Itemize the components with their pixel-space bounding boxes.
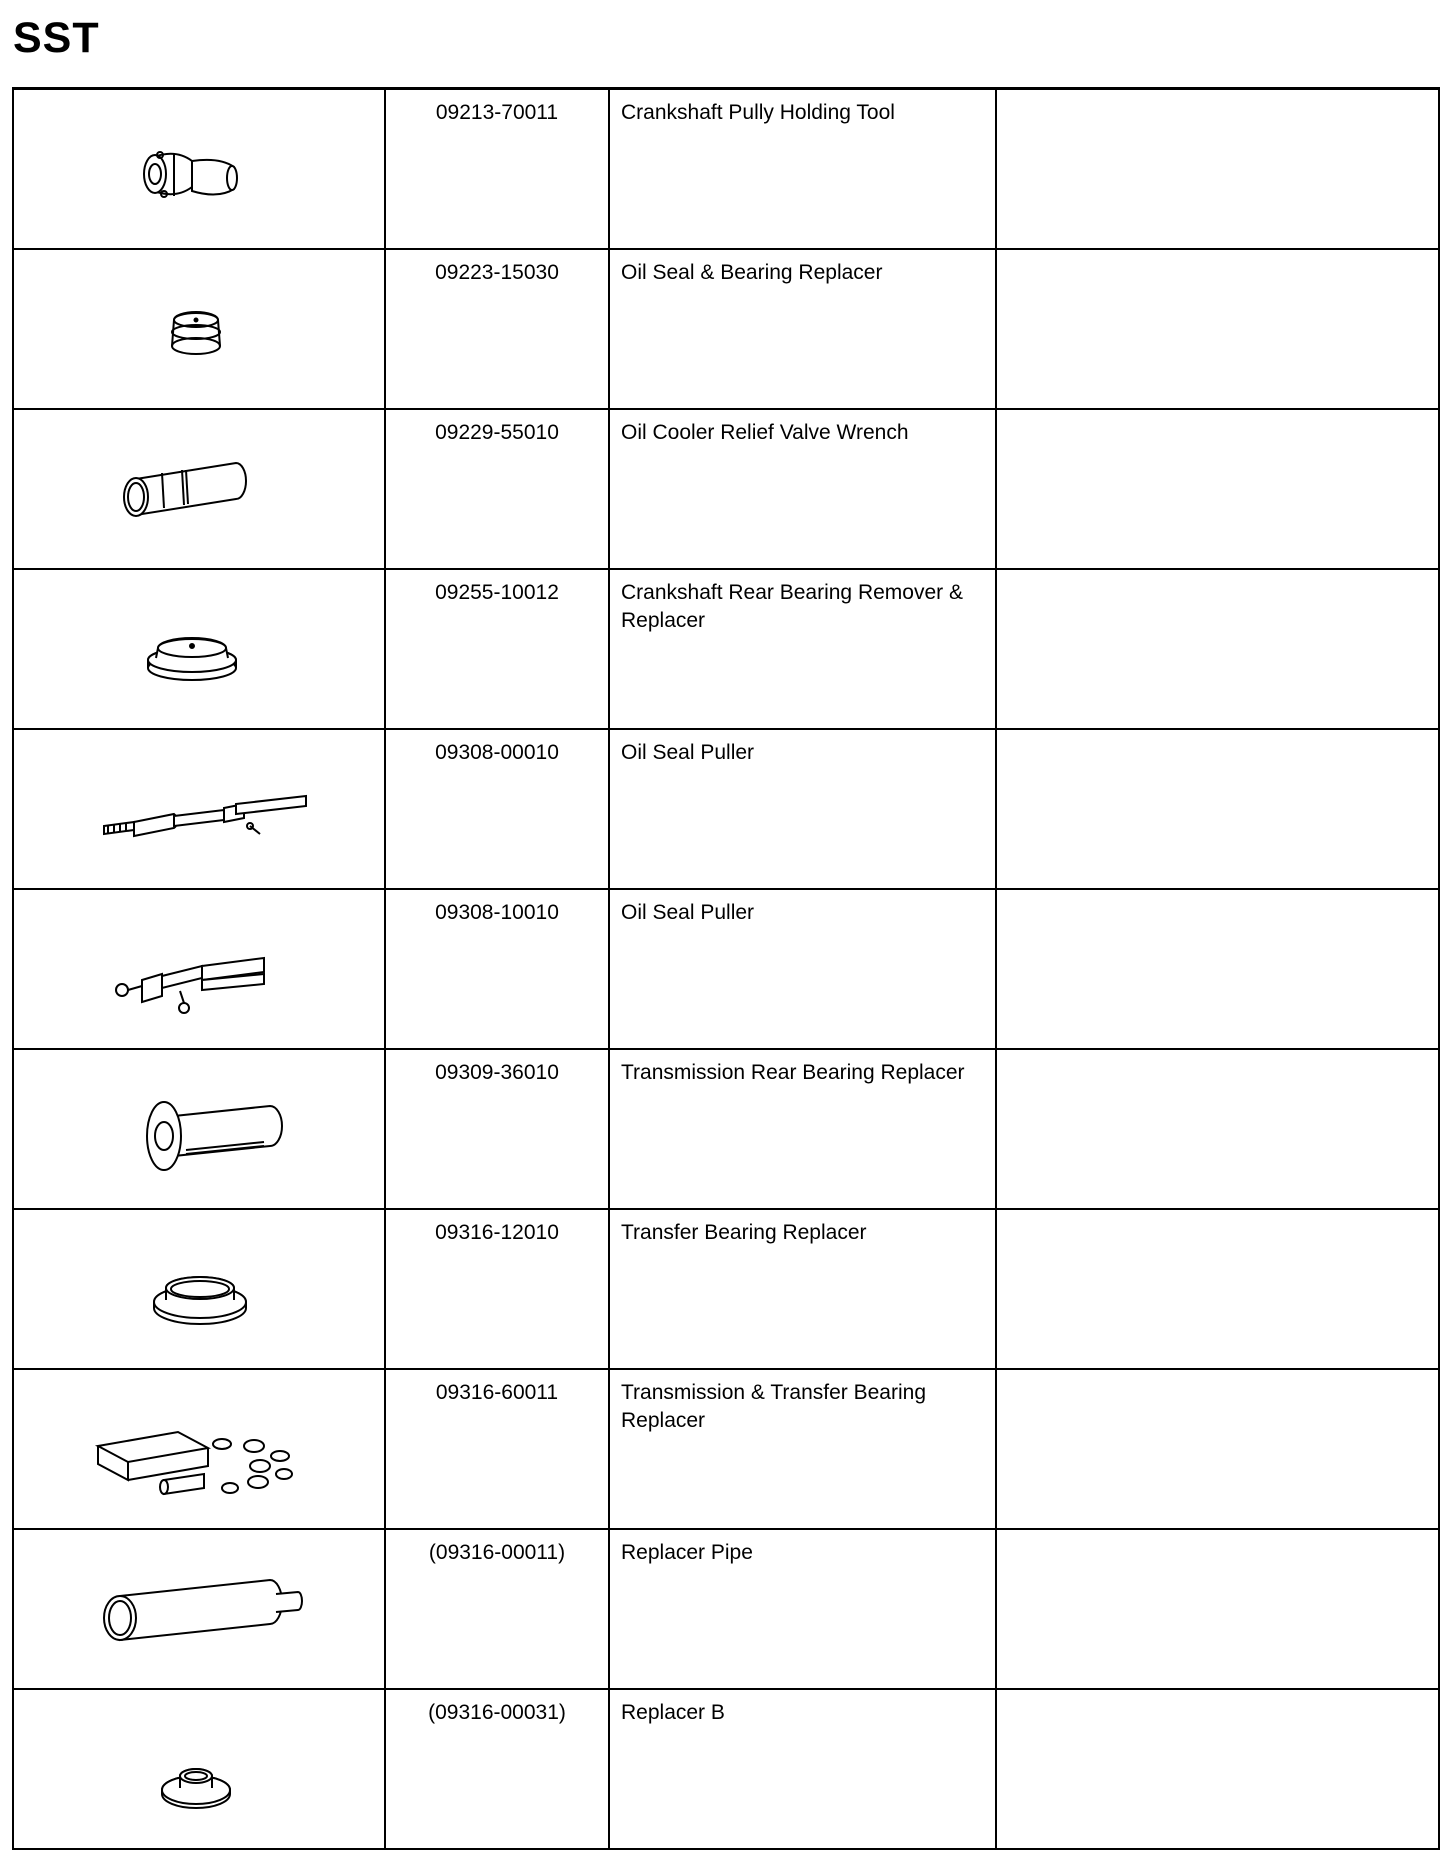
tool-image-cell (13, 569, 385, 729)
blank-cell (996, 889, 1439, 1049)
blank-cell (996, 89, 1439, 250)
table-row (13, 889, 1439, 1049)
tool-name-cell (609, 1049, 996, 1209)
table-row (13, 569, 1439, 729)
blank-cell (996, 1049, 1439, 1209)
part-number-cell (385, 1529, 609, 1689)
blank-cell (996, 1529, 1439, 1689)
blank-cell (996, 569, 1439, 729)
tool-name-cell (609, 1529, 996, 1689)
blank-cell (996, 1369, 1439, 1529)
ring-replacer-icon (14, 1210, 384, 1368)
pulley-holder-icon (14, 90, 384, 248)
tool-image-cell (13, 89, 385, 250)
table-row (13, 1049, 1439, 1209)
tool-name-cell (609, 1209, 996, 1369)
blank-cell (996, 249, 1439, 409)
sst-table (12, 87, 1440, 1850)
part-number: 09229-55010 (435, 421, 559, 444)
part-number: 09316-12010 (435, 1221, 559, 1244)
part-number: 09308-00010 (435, 741, 559, 764)
replacer-b-icon (14, 1690, 384, 1848)
part-number-cell (385, 249, 609, 409)
tool-image-cell (13, 1369, 385, 1529)
part-number: 09223-15030 (435, 261, 559, 284)
tool-image-cell (13, 729, 385, 889)
tool-image-cell (13, 1209, 385, 1369)
tool-name: Crankshaft Rear Bearing Remover & Replacer (621, 581, 963, 632)
table-row (13, 89, 1439, 250)
tool-name: Transmission Rear Bearing Replacer (621, 1061, 965, 1084)
part-number-cell (385, 1049, 609, 1209)
tool-name: Oil Seal Puller (621, 901, 755, 924)
slide-hammer-puller-icon (14, 730, 384, 888)
tool-name: Oil Seal & Bearing Replacer (621, 261, 883, 284)
tool-name-cell (609, 1689, 996, 1849)
tool-image-cell (13, 889, 385, 1049)
tool-name-cell (609, 889, 996, 1049)
part-number-cell (385, 1369, 609, 1529)
socket-wrench-icon (14, 410, 384, 568)
part-number: 09316-60011 (435, 1381, 559, 1404)
tool-name: Oil Cooler Relief Valve Wrench (621, 421, 909, 444)
tool-name: Replacer B (621, 1701, 725, 1724)
part-number: (09316-00031) (428, 1701, 566, 1724)
tool-image-cell (13, 249, 385, 409)
tool-name-cell (609, 409, 996, 569)
tool-name: Transfer Bearing Replacer (621, 1221, 867, 1244)
tool-image-cell (13, 1529, 385, 1689)
part-number-cell (385, 569, 609, 729)
blank-cell (996, 1689, 1439, 1849)
tool-image-cell (13, 1049, 385, 1209)
cup-replacer-icon (14, 250, 384, 408)
part-number-cell (385, 89, 609, 250)
blank-cell (996, 409, 1439, 569)
part-number-cell (385, 729, 609, 889)
tool-image-cell (13, 1689, 385, 1849)
blank-cell (996, 1209, 1439, 1369)
tool-name-cell (609, 89, 996, 250)
disc-replacer-icon (14, 570, 384, 728)
part-number-cell (385, 889, 609, 1049)
tool-name: Crankshaft Pully Holding Tool (621, 101, 895, 124)
tool-name-cell (609, 729, 996, 889)
table-row (13, 409, 1439, 569)
part-number: 09255-10012 (435, 581, 559, 604)
part-number-cell (385, 409, 609, 569)
part-number-cell (385, 1209, 609, 1369)
table-row (13, 249, 1439, 409)
page-title: SST (13, 14, 100, 62)
tool-name: Replacer Pipe (621, 1541, 753, 1564)
table-row (13, 1209, 1439, 1369)
part-number: 09308-10010 (435, 901, 559, 924)
tool-name-cell (609, 569, 996, 729)
tool-image-cell (13, 409, 385, 569)
tool-name: Oil Seal Puller (621, 741, 755, 764)
claw-puller-icon (14, 890, 384, 1048)
table-row (13, 1529, 1439, 1689)
part-number: (09316-00011) (428, 1541, 566, 1564)
flanged-sleeve-icon (14, 1050, 384, 1208)
replacer-set-icon (14, 1370, 384, 1528)
tool-name-cell (609, 1369, 996, 1529)
part-number: 09213-70011 (435, 101, 559, 124)
table-row (13, 1369, 1439, 1529)
blank-cell (996, 729, 1439, 889)
tool-name: Transmission & Transfer Bearing Replacer (621, 1381, 927, 1432)
table-row (13, 1689, 1439, 1849)
part-number: 09309-36010 (435, 1061, 559, 1084)
replacer-pipe-icon (14, 1530, 384, 1688)
tool-name-cell (609, 249, 996, 409)
part-number-cell (385, 1689, 609, 1849)
table-row (13, 729, 1439, 889)
